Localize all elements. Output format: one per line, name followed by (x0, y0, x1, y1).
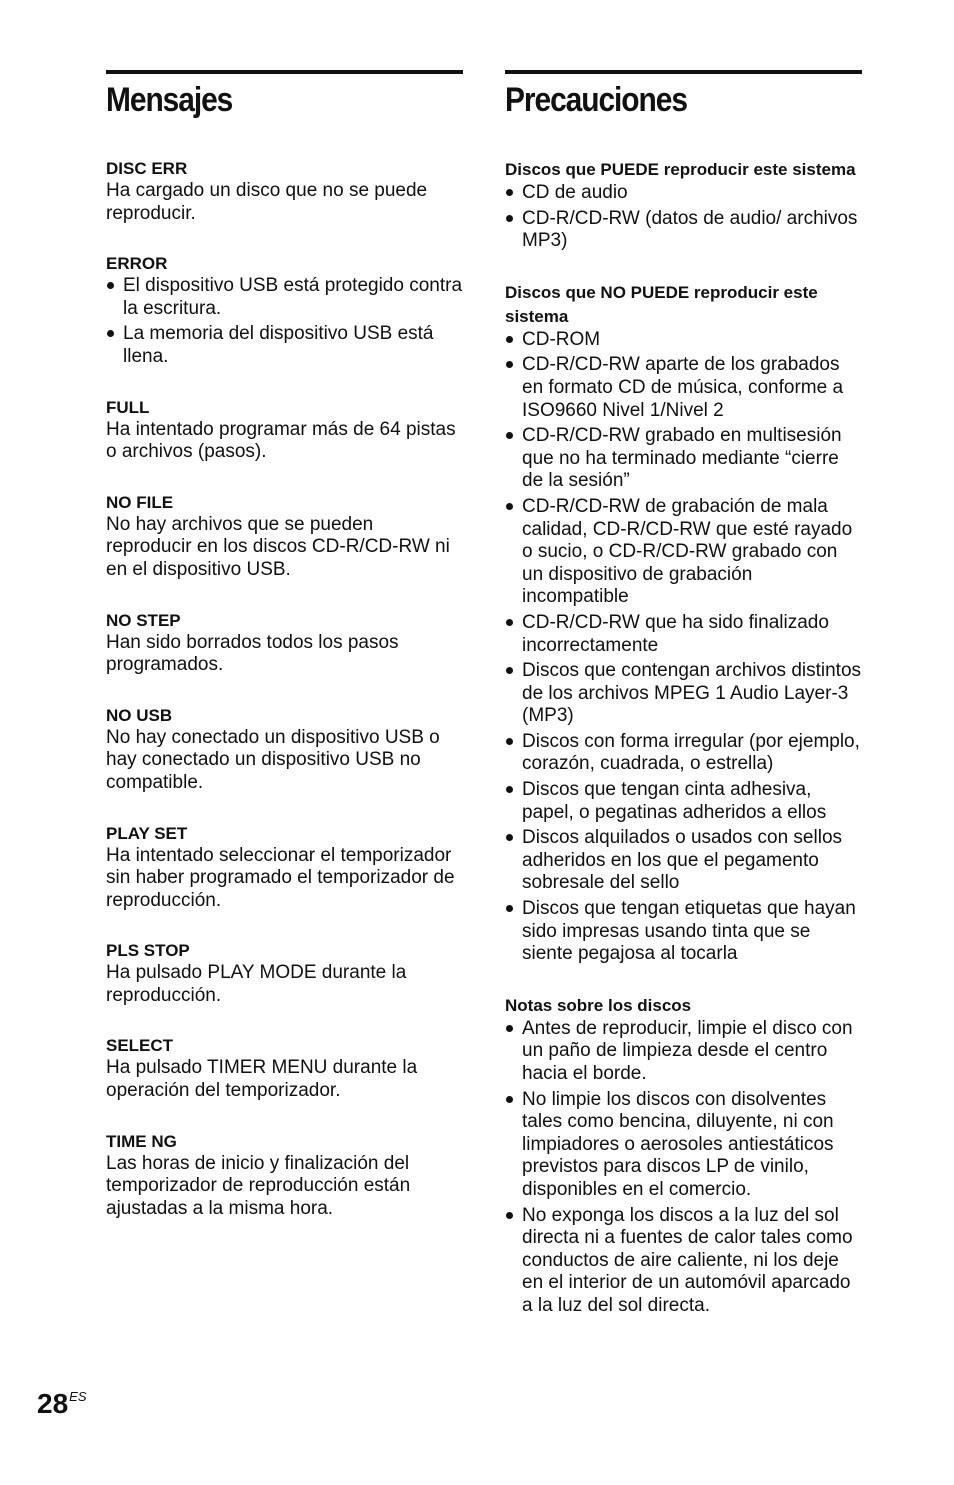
precaution-section (505, 158, 862, 253)
message-term: NO USB (106, 705, 173, 725)
message-description: Las horas de inicio y finalización del temporizador de reproducción están ajustadas a la misma hora. (106, 1152, 411, 1219)
message-entry (106, 492, 463, 582)
message-description: Han sido borrados todos los pasos programados. (106, 631, 399, 676)
message-term: TIME NG (106, 1131, 177, 1151)
list-item: CD-R/CD-RW aparte de los grabados en formato CD de música, conforme a ISO9660 Nivel 1/Nivel 2 (505, 354, 862, 422)
list-item: Discos que contengan archivos distintos de los archivos MPEG 1 Audio Layer-3 (MP3) (505, 660, 862, 728)
message-term: PLAY SET (106, 823, 188, 843)
message-bullet-list (106, 275, 463, 368)
page-number-value: 28 (37, 1388, 69, 1419)
message-entry (106, 1035, 463, 1102)
list-item: CD-R/CD-RW grabado en multisesión que no ha terminado mediante “cierre de la sesión” (505, 425, 862, 493)
message-term: ERROR (106, 254, 168, 274)
list-item: CD-R/CD-RW de grabación de mala calidad, CD-R/CD-RW que esté rayado o sucio, o CD-R/CD-RW grabado con un dispositivo de grabación incompatible (505, 496, 862, 609)
message-entry (106, 397, 463, 464)
message-entry (106, 253, 463, 368)
heading-rule (106, 70, 463, 74)
list-item: La memoria del dispositivo USB está llena. (106, 323, 463, 368)
message-term: FULL (106, 397, 150, 417)
list-item: No exponga los discos a la luz del sol directa ni a fuentes de calor tales como conductos de aire caliente, ni los deje en el interior de un automóvil aparcado a la luz del sol directa. (505, 1205, 862, 1318)
message-description: Ha intentado seleccionar el temporizador sin haber programado el temporizador de reproducción. (106, 844, 455, 911)
list-item: No limpie los discos con disolventes tales como bencina, diluyente, ni con limpiadores o aerosoles antiestáticos previstos para discos LP de vinilo, disponibles en el comercio. (505, 1089, 862, 1202)
message-description: Ha pulsado TIMER MENU durante la operación del temporizador. (106, 1057, 418, 1102)
precaution-section (505, 994, 862, 1318)
list-item: CD-R/CD-RW que ha sido finalizado incorrectamente (505, 612, 862, 657)
message-term: SELECT (106, 1036, 174, 1056)
list-item: CD-ROM (505, 329, 862, 352)
precautions-column (505, 70, 862, 1321)
list-item: CD de audio (505, 182, 862, 205)
precaution-section (505, 281, 862, 966)
message-term: PLS STOP (106, 941, 190, 961)
message-description: No hay conectado un dispositivo USB o hay conectado un dispositivo USB no compatible. (106, 726, 440, 793)
precautions-heading: Precauciones (505, 81, 687, 119)
message-description: Ha intentado programar más de 64 pistas o archivos (pasos). (106, 418, 456, 463)
message-term: DISC ERR (106, 159, 188, 178)
message-entry (106, 823, 463, 913)
list-item: Discos que tengan etiquetas que hayan sido impresas usando tinta que se siente pegajosa al tocarla (505, 898, 862, 966)
message-entry (106, 158, 463, 225)
list-item: CD-R/CD-RW (datos de audio/ archivos MP3) (505, 208, 862, 253)
message-entry (106, 705, 463, 795)
section-title: Discos que NO PUEDE reproducir este sistema (505, 282, 818, 326)
list-item: Antes de reproducir, limpie el disco con un paño de limpieza desde el centro hacia el borde. (505, 1018, 862, 1086)
message-entry (106, 940, 463, 1007)
messages-column (106, 70, 463, 1220)
message-entry (106, 610, 463, 677)
bullet-list (505, 1018, 862, 1318)
heading-rule (505, 70, 862, 74)
message-description: Ha cargado un disco que no se puede reproducir. (106, 180, 428, 224)
message-term: NO STEP (106, 610, 181, 630)
page-number (37, 1380, 87, 1421)
message-description: No hay archivos que se pueden reproducir en los discos CD-R/CD-RW ni en el dispositivo USB. (106, 513, 450, 580)
list-item: Discos que tengan cinta adhesiva, papel, o pegatinas adheridos a ellos (505, 779, 862, 824)
section-title: Discos que PUEDE reproducir este sistema (505, 160, 856, 179)
list-item: Discos con forma irregular (por ejemplo, corazón, cuadrada, o estrella) (505, 731, 862, 776)
section-title: Notas sobre los discos (505, 995, 692, 1015)
bullet-list (505, 182, 862, 253)
message-entry (106, 1131, 463, 1221)
language-suffix: ES (69, 1389, 87, 1404)
list-item: El dispositivo USB está protegido contra la escritura. (106, 275, 463, 320)
list-item: Discos alquilados o usados con sellos adheridos en los que el pegamento sobresale del sello (505, 827, 862, 895)
messages-heading: Mensajes (106, 81, 233, 119)
message-description: Ha pulsado PLAY MODE durante la reproducción. (106, 962, 407, 1006)
bullet-list (505, 329, 862, 966)
message-term: NO FILE (106, 492, 174, 512)
